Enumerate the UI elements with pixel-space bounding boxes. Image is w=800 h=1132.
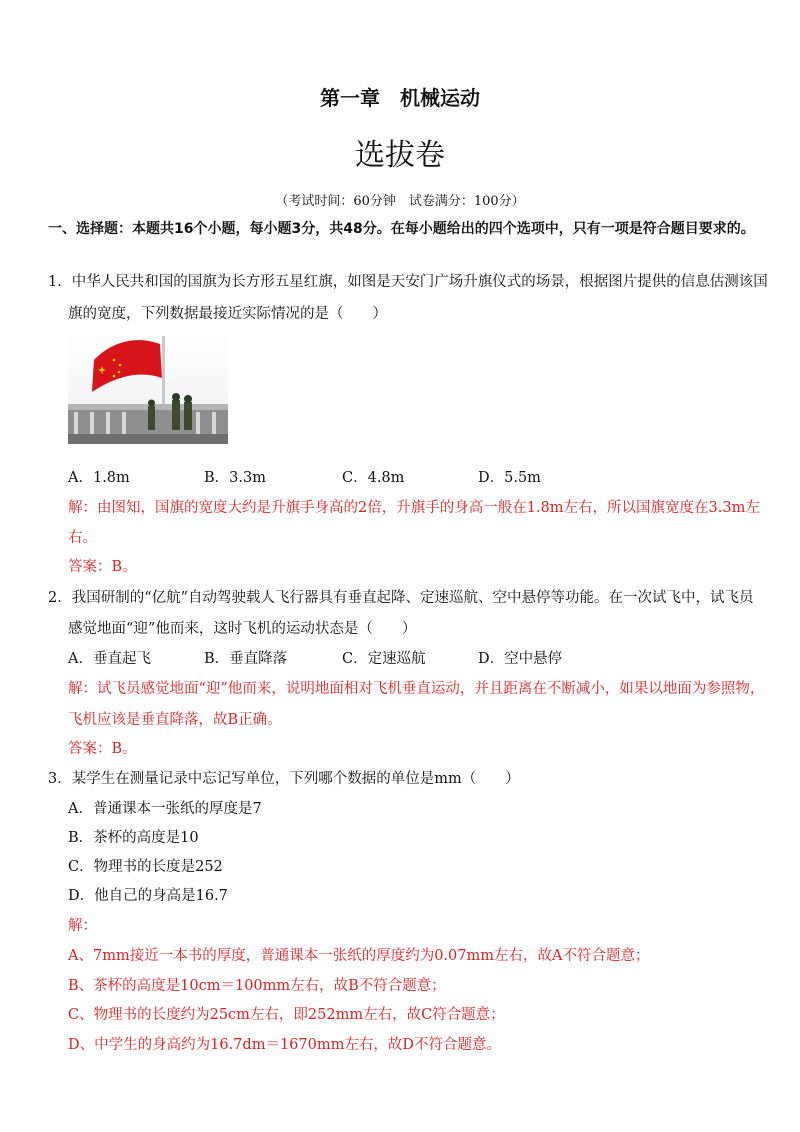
q3-solution-c: C、物理书的长度约为25cm左右，即252mm左右，故C符合题意； [68,1007,505,1023]
q3-option-b[interactable]: B．茶杯的高度是10 [68,830,199,846]
q2-solution-line2: 飞机应该是垂直降落，故B正确。 [68,712,282,728]
q3-option-d[interactable]: D．他自己的身高是16.7 [68,888,228,904]
q1-solution-line2: 右。 [68,530,97,546]
q2-option-a[interactable]: A．垂直起飞 [68,651,151,667]
q2-solution-line1: 解：试飞员感觉地面“迎”他而来，说明地面相对飞机垂直运动，并且距离在不断减小，如果以地面为参照物， [68,681,765,697]
q1-option-d[interactable]: D．5.5m [478,470,541,486]
q1-option-c[interactable]: C．4.8m [342,470,405,486]
q3-solution-head: 解： [68,918,97,934]
flag-ceremony-image [68,330,228,444]
q2-option-b[interactable]: B．垂直降落 [204,651,288,667]
paper-subtitle: 选拔卷 [355,138,445,173]
q2-option-d[interactable]: D．空中悬停 [478,651,563,667]
q3-option-c[interactable]: C．物理书的长度是252 [68,859,223,875]
q1-stem-line1: 1．中华人民共和国的国旗为长方形五星红旗，如图是天安门广场升旗仪式的场景，根据图片提供的信息估测该国 [48,274,768,290]
chapter-title: 第一章 机械运动 [320,86,480,110]
q3-option-a[interactable]: A．普通课本一张纸的厚度是7 [68,801,262,817]
q1-answer: 答案：B。 [68,559,137,575]
q1-option-b[interactable]: B．3.3m [204,470,266,486]
q2-option-c[interactable]: C．定速巡航 [342,651,426,667]
q2-stem-line2: 感觉地面“迎”他而来，这时飞机的运动状态是（ ） [68,621,417,637]
q2-answer: 答案：B。 [68,741,137,757]
q2-stem-line1: 2．我国研制的“亿航”自动驾驶载人飞行器具有垂直起降、定速巡航、空中悬停等功能。在一次试飞中，试飞员 [48,590,754,606]
q1-stem-line2: 旗的宽度，下列数据最接近实际情况的是（ ） [68,306,387,322]
q3-stem: 3．某学生在测量记录中忘记写单位，下列哪个数据的单位是mm（ ） [48,771,520,787]
section-heading: 一、选择题：本题共16个小题，每小题3分，共48分。在每小题给出的四个选项中，只有一项是符合题目要求的。 [48,221,755,237]
q1-option-a[interactable]: A．1.8m [68,470,130,486]
q3-solution-d: D、中学生的身高约为16.7dm＝1670mm左右，故D不符合题意。 [68,1037,501,1053]
q3-solution-b: B、茶杯的高度是10cm＝100mm左右，故B不符合题意； [68,978,446,994]
exam-info: （考试时间：60分钟 试卷满分：100分） [275,194,525,209]
q3-solution-a: A、7mm接近一本书的厚度，普通课本一张纸的厚度约为0.07mm左右，故A不符合题意； [68,948,650,964]
q1-solution-line1: 解：由图知，国旗的宽度大约是升旗手身高的2倍，升旗手的身高一般在1.8m左右，所以国旗宽度在3.3m左 [68,500,760,516]
